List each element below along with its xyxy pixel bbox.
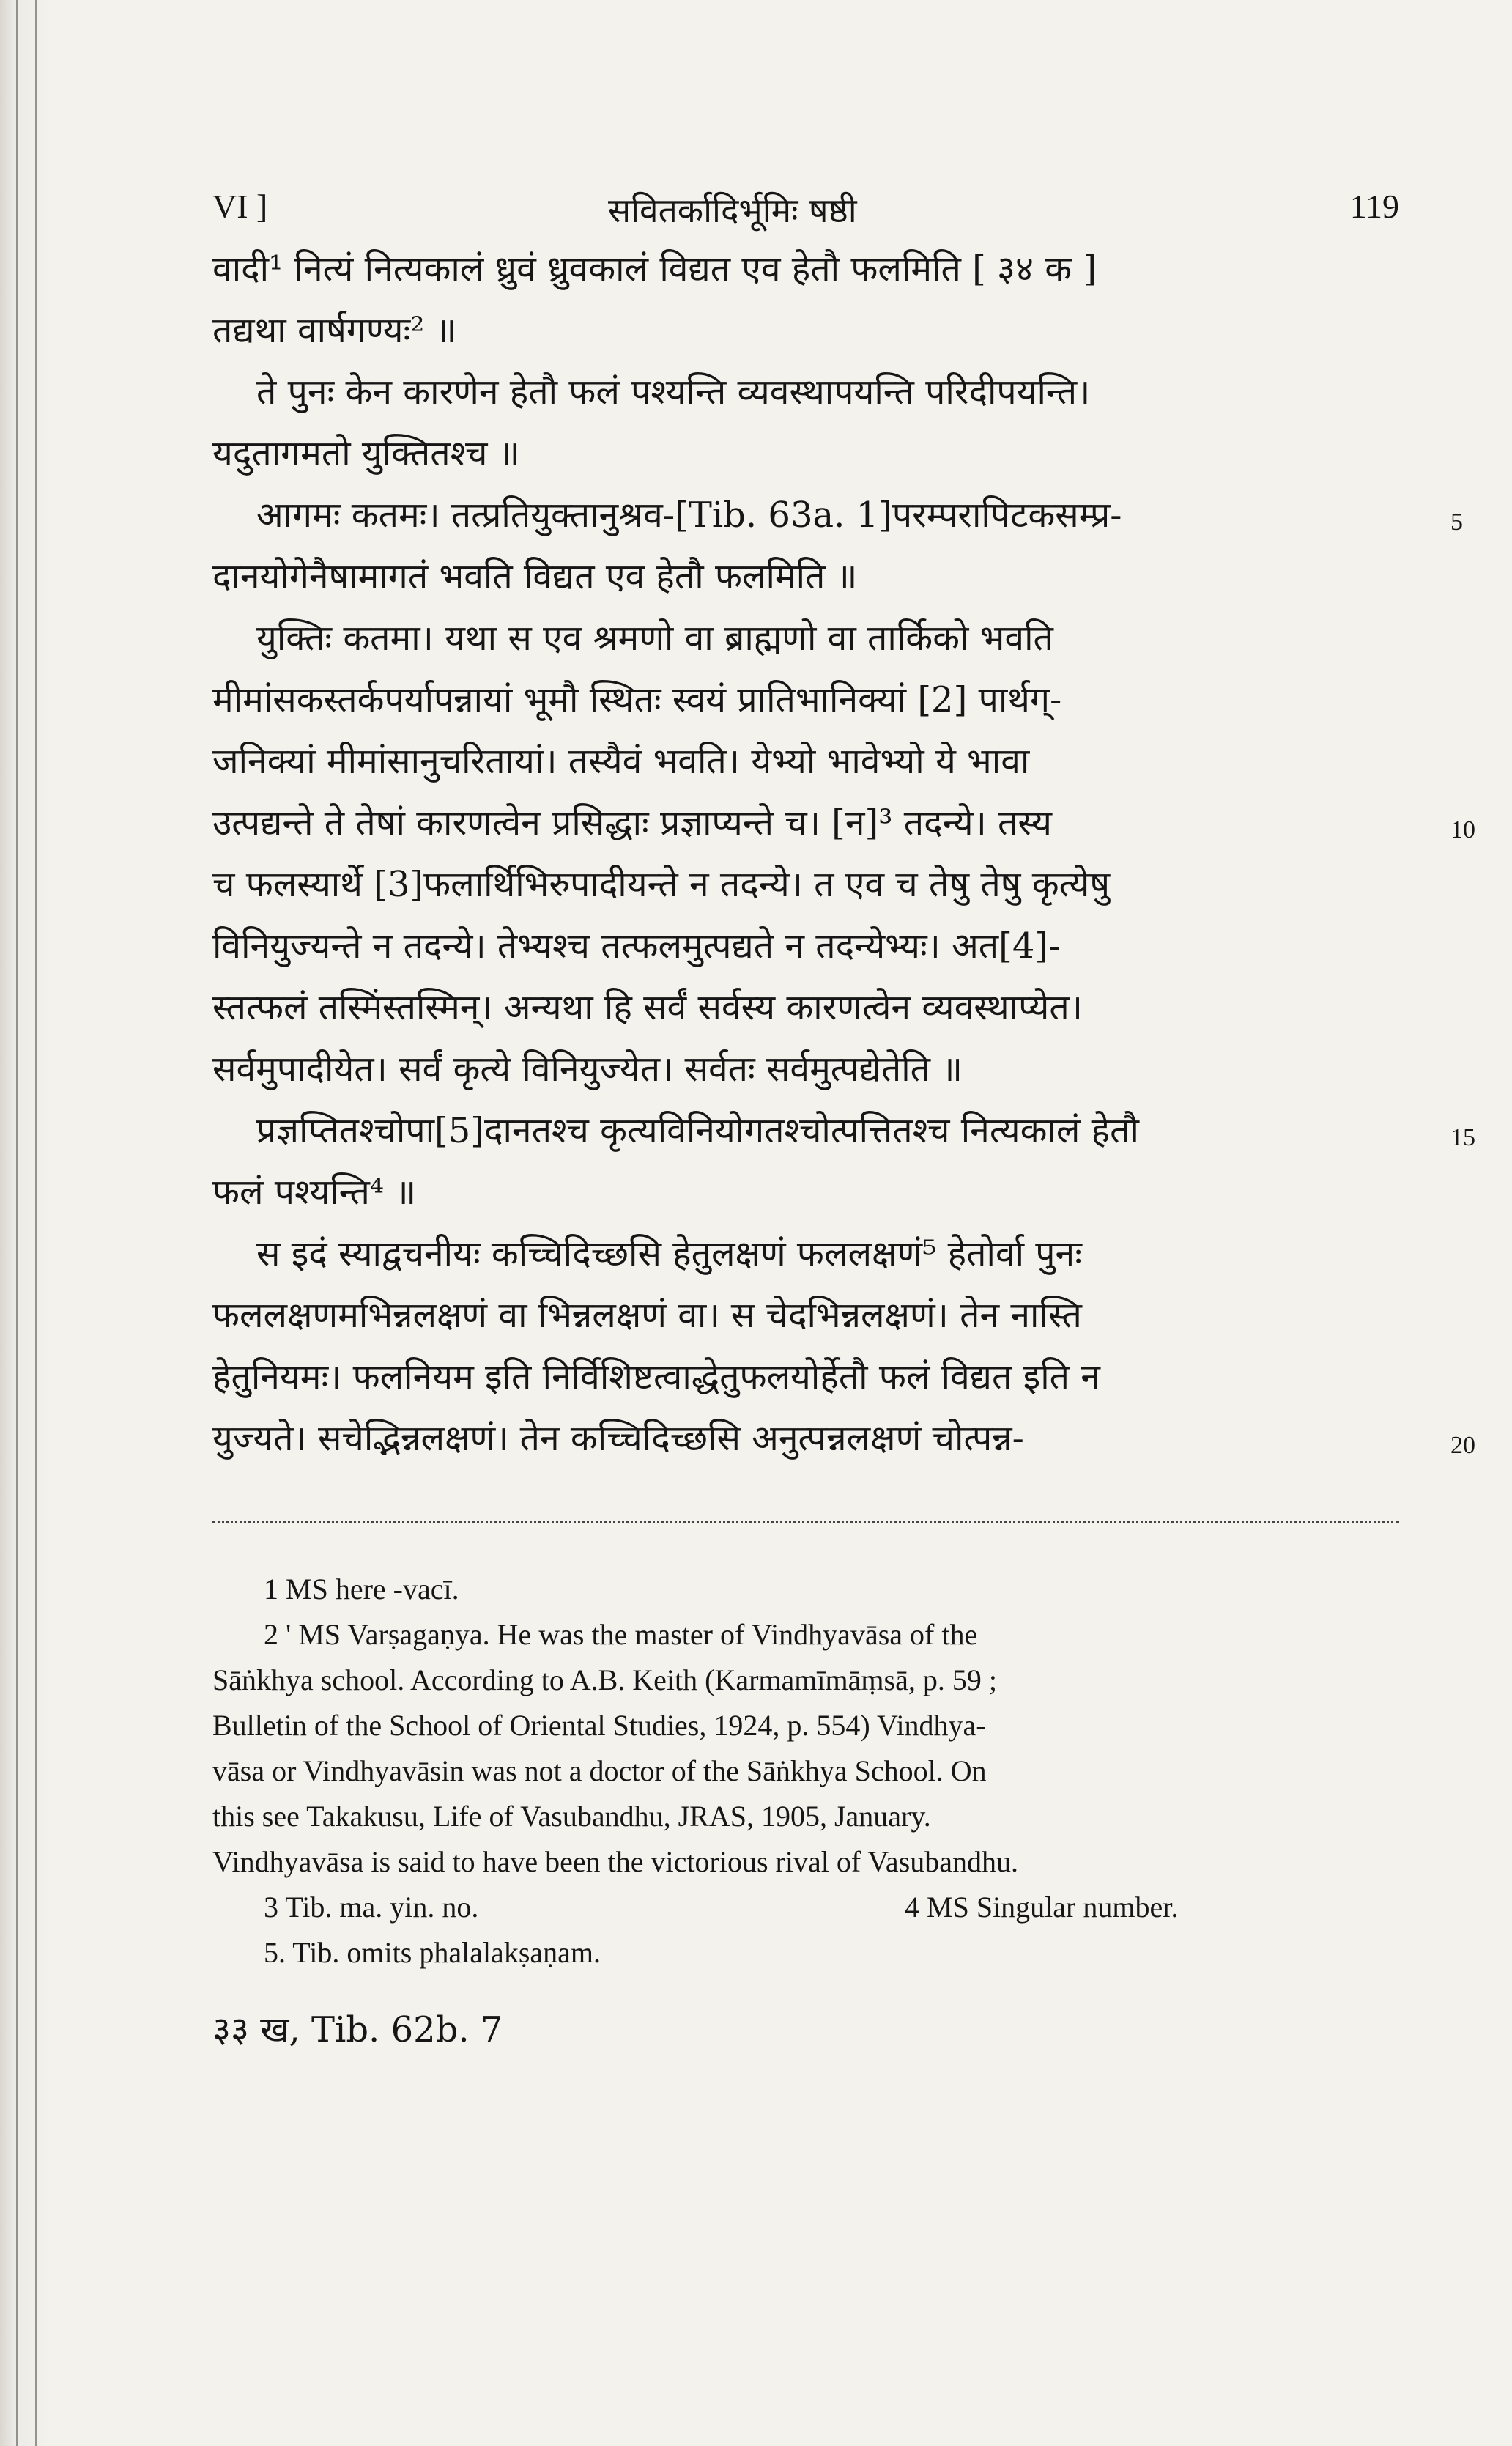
text-line bbox=[212, 361, 1399, 423]
text-line-content: विनियुज्यन्ते न तदन्ये। तेभ्यश्च तत्फलमुत्पद्यते न तदन्येभ्यः। अत[4]- bbox=[212, 925, 1061, 967]
text-line-content: उत्पद्यन्ते ते तेषां कारणत्वेन प्रसिद्धाः प्रज्ञाप्यन्ते च। [न]³ तदन्ये। तस्य bbox=[212, 802, 1052, 843]
book-binding-shadow bbox=[0, 0, 51, 2446]
binding-edge-line bbox=[35, 0, 37, 2446]
text-line bbox=[212, 731, 1399, 792]
text-line-content: आगमः कतमः। तत्प्रतियुक्तानुश्रव-[Tib. 63a. 1]परम्परापिटकसम्प्र- bbox=[256, 495, 1122, 536]
text-line-content: युज्यते। सचेद्भिन्नलक्षणं। तेन कच्चिदिच्छसि अनुत्पन्नलक्षणं चोत्पन्न- bbox=[212, 1418, 1024, 1459]
text-line-content: यदुतागमतो युक्तितश्च ॥ bbox=[212, 433, 520, 474]
text-line-content: ते पुनः केन कारणेन हेतौ फलं पश्यन्ति व्यवस्थापयन्ति परिदीपयन्ति। bbox=[256, 372, 1091, 413]
text-line-content: फललक्षणमभिन्नलक्षणं वा भिन्नलक्षणं वा। स चेदभिन्नलक्षणं। तेन नास्ति bbox=[212, 1295, 1082, 1336]
page-number: 119 bbox=[1349, 188, 1399, 225]
footnote-2-line: Sāṅkhya school. According to A.B. Keith (Karmamīmāṃsā, p. 59 ; bbox=[212, 1663, 997, 1696]
text-line-content: मीमांसकस्तर्कपर्यापन्नायां भूमौ स्थितः स्वयं प्रातिभानिक्यां [2] पार्थग्- bbox=[212, 679, 1062, 720]
text-line bbox=[212, 854, 1399, 915]
footnote-3: 3 Tib. ma. yin. no. bbox=[264, 1891, 479, 1924]
manuscript-page-reference: ३३ ख, Tib. 62b. 7 bbox=[212, 2009, 503, 2050]
text-line-content: वादी¹ नित्यं नित्यकालं ध्रुवं ध्रुवकालं विद्यत एव हेतौ फलमिति [ ३४ क ] bbox=[212, 248, 1097, 289]
text-line bbox=[212, 238, 1399, 300]
text-line bbox=[212, 792, 1475, 854]
footnote-2-line: Vindhyavāsa is said to have been the victorious rival of Vasubandhu. bbox=[212, 1845, 1018, 1878]
text-line bbox=[212, 977, 1399, 1038]
text-line-content: स्तत्फलं तस्मिंस्तस्मिन्। अन्यथा हि सर्वं सर्वस्य कारणत्वेन व्यवस्थाप्येत। bbox=[212, 987, 1083, 1028]
text-line bbox=[212, 1408, 1475, 1469]
text-line-content: दानयोगेनैषामागतं भवति विद्यत एव हेतौ फलमिति ॥ bbox=[212, 556, 858, 597]
text-line-content: हेतुनियमः। फलनियम इति निर्विशिष्टत्वाद्धेतुफलयोर्हेतौ फलं विद्यत इति न bbox=[212, 1356, 1100, 1397]
line-number: 15 bbox=[1450, 1124, 1475, 1151]
chapter-number: VI ] bbox=[212, 188, 268, 225]
text-line bbox=[212, 1285, 1399, 1346]
text-line-content: च फलस्यार्थे [3]फलार्थिभिरुपादीयन्ते न तदन्ये। त एव च तेषु तेषु कृत्येषु bbox=[212, 864, 1111, 905]
footnote-2-line: this see Takakusu, Life of Vasubandhu, JRAS, 1905, January. bbox=[212, 1800, 931, 1833]
chapter-title: सवितर्कादिर्भूमिः षष्ठी bbox=[608, 191, 857, 230]
document-page bbox=[212, 172, 1475, 2053]
footnote-2-line: 2 ' MS Varṣagaṇya. He was the master of Vindhyavāsa of the bbox=[264, 1618, 978, 1651]
footnote-4: 4 MS Singular number. bbox=[905, 1891, 1179, 1924]
text-line-content: तद्यथा वार्षगण्यः² ॥ bbox=[212, 310, 457, 351]
footnote-1: 1 MS here -vacī. bbox=[264, 1573, 459, 1606]
text-line bbox=[212, 607, 1399, 669]
text-line bbox=[212, 669, 1399, 731]
footnote-3-4-row bbox=[212, 1885, 1399, 1930]
line-number: 10 bbox=[1450, 816, 1475, 843]
footnote-5: 5. Tib. omits phalalakṣaṇam. bbox=[264, 1936, 601, 1969]
text-line bbox=[212, 1161, 1399, 1223]
text-line bbox=[212, 423, 1399, 484]
text-line bbox=[212, 300, 1399, 361]
line-number: 20 bbox=[1450, 1432, 1475, 1459]
text-line bbox=[212, 1223, 1399, 1285]
text-line bbox=[212, 484, 1463, 546]
footnote-2-line: vāsa or Vindhyavāsin was not a doctor of the Sāṅkhya School. On bbox=[212, 1754, 987, 1787]
footnote-divider bbox=[212, 1521, 1399, 1523]
binding-edge-line bbox=[16, 0, 18, 2446]
text-line bbox=[212, 1100, 1475, 1161]
text-line-content: स इदं स्याद्वचनीयः कच्चिदिच्छसि हेतुलक्षणं फललक्षणं⁵ हेतोर्वा पुनः bbox=[256, 1233, 1082, 1274]
running-header bbox=[212, 172, 1399, 238]
text-line bbox=[212, 1038, 1399, 1100]
text-line-content: सर्वमुपादीयेत। सर्वं कृत्ये विनियुज्येत। सर्वतः सर्वमुत्पद्येतेति ॥ bbox=[212, 1049, 963, 1090]
text-line-content: फलं पश्यन्ति⁴ ॥ bbox=[212, 1172, 417, 1213]
text-line bbox=[212, 915, 1399, 977]
text-line bbox=[212, 1346, 1399, 1408]
line-number: 5 bbox=[1450, 509, 1463, 536]
footnotes bbox=[212, 1567, 1399, 1976]
text-line bbox=[212, 546, 1399, 607]
text-line-content: जनिक्यां मीमांसानुचरितायां। तस्यैवं भवति। येभ्यो भावेभ्यो ये भावा bbox=[212, 741, 1030, 782]
text-line-content: प्रज्ञप्तितश्चोपा[5]दानतश्च कृत्यविनियोगतश्चोत्पत्तितश्च नित्यकालं हेतौ bbox=[256, 1110, 1139, 1151]
footnote-2-line: Bulletin of the School of Oriental Studies, 1924, p. 554) Vindhya- bbox=[212, 1709, 986, 1742]
main-text bbox=[212, 238, 1475, 1469]
text-line-content: युक्तिः कतमा। यथा स एव श्रमणो वा ब्राह्मणो वा तार्किको भवति bbox=[256, 618, 1053, 659]
